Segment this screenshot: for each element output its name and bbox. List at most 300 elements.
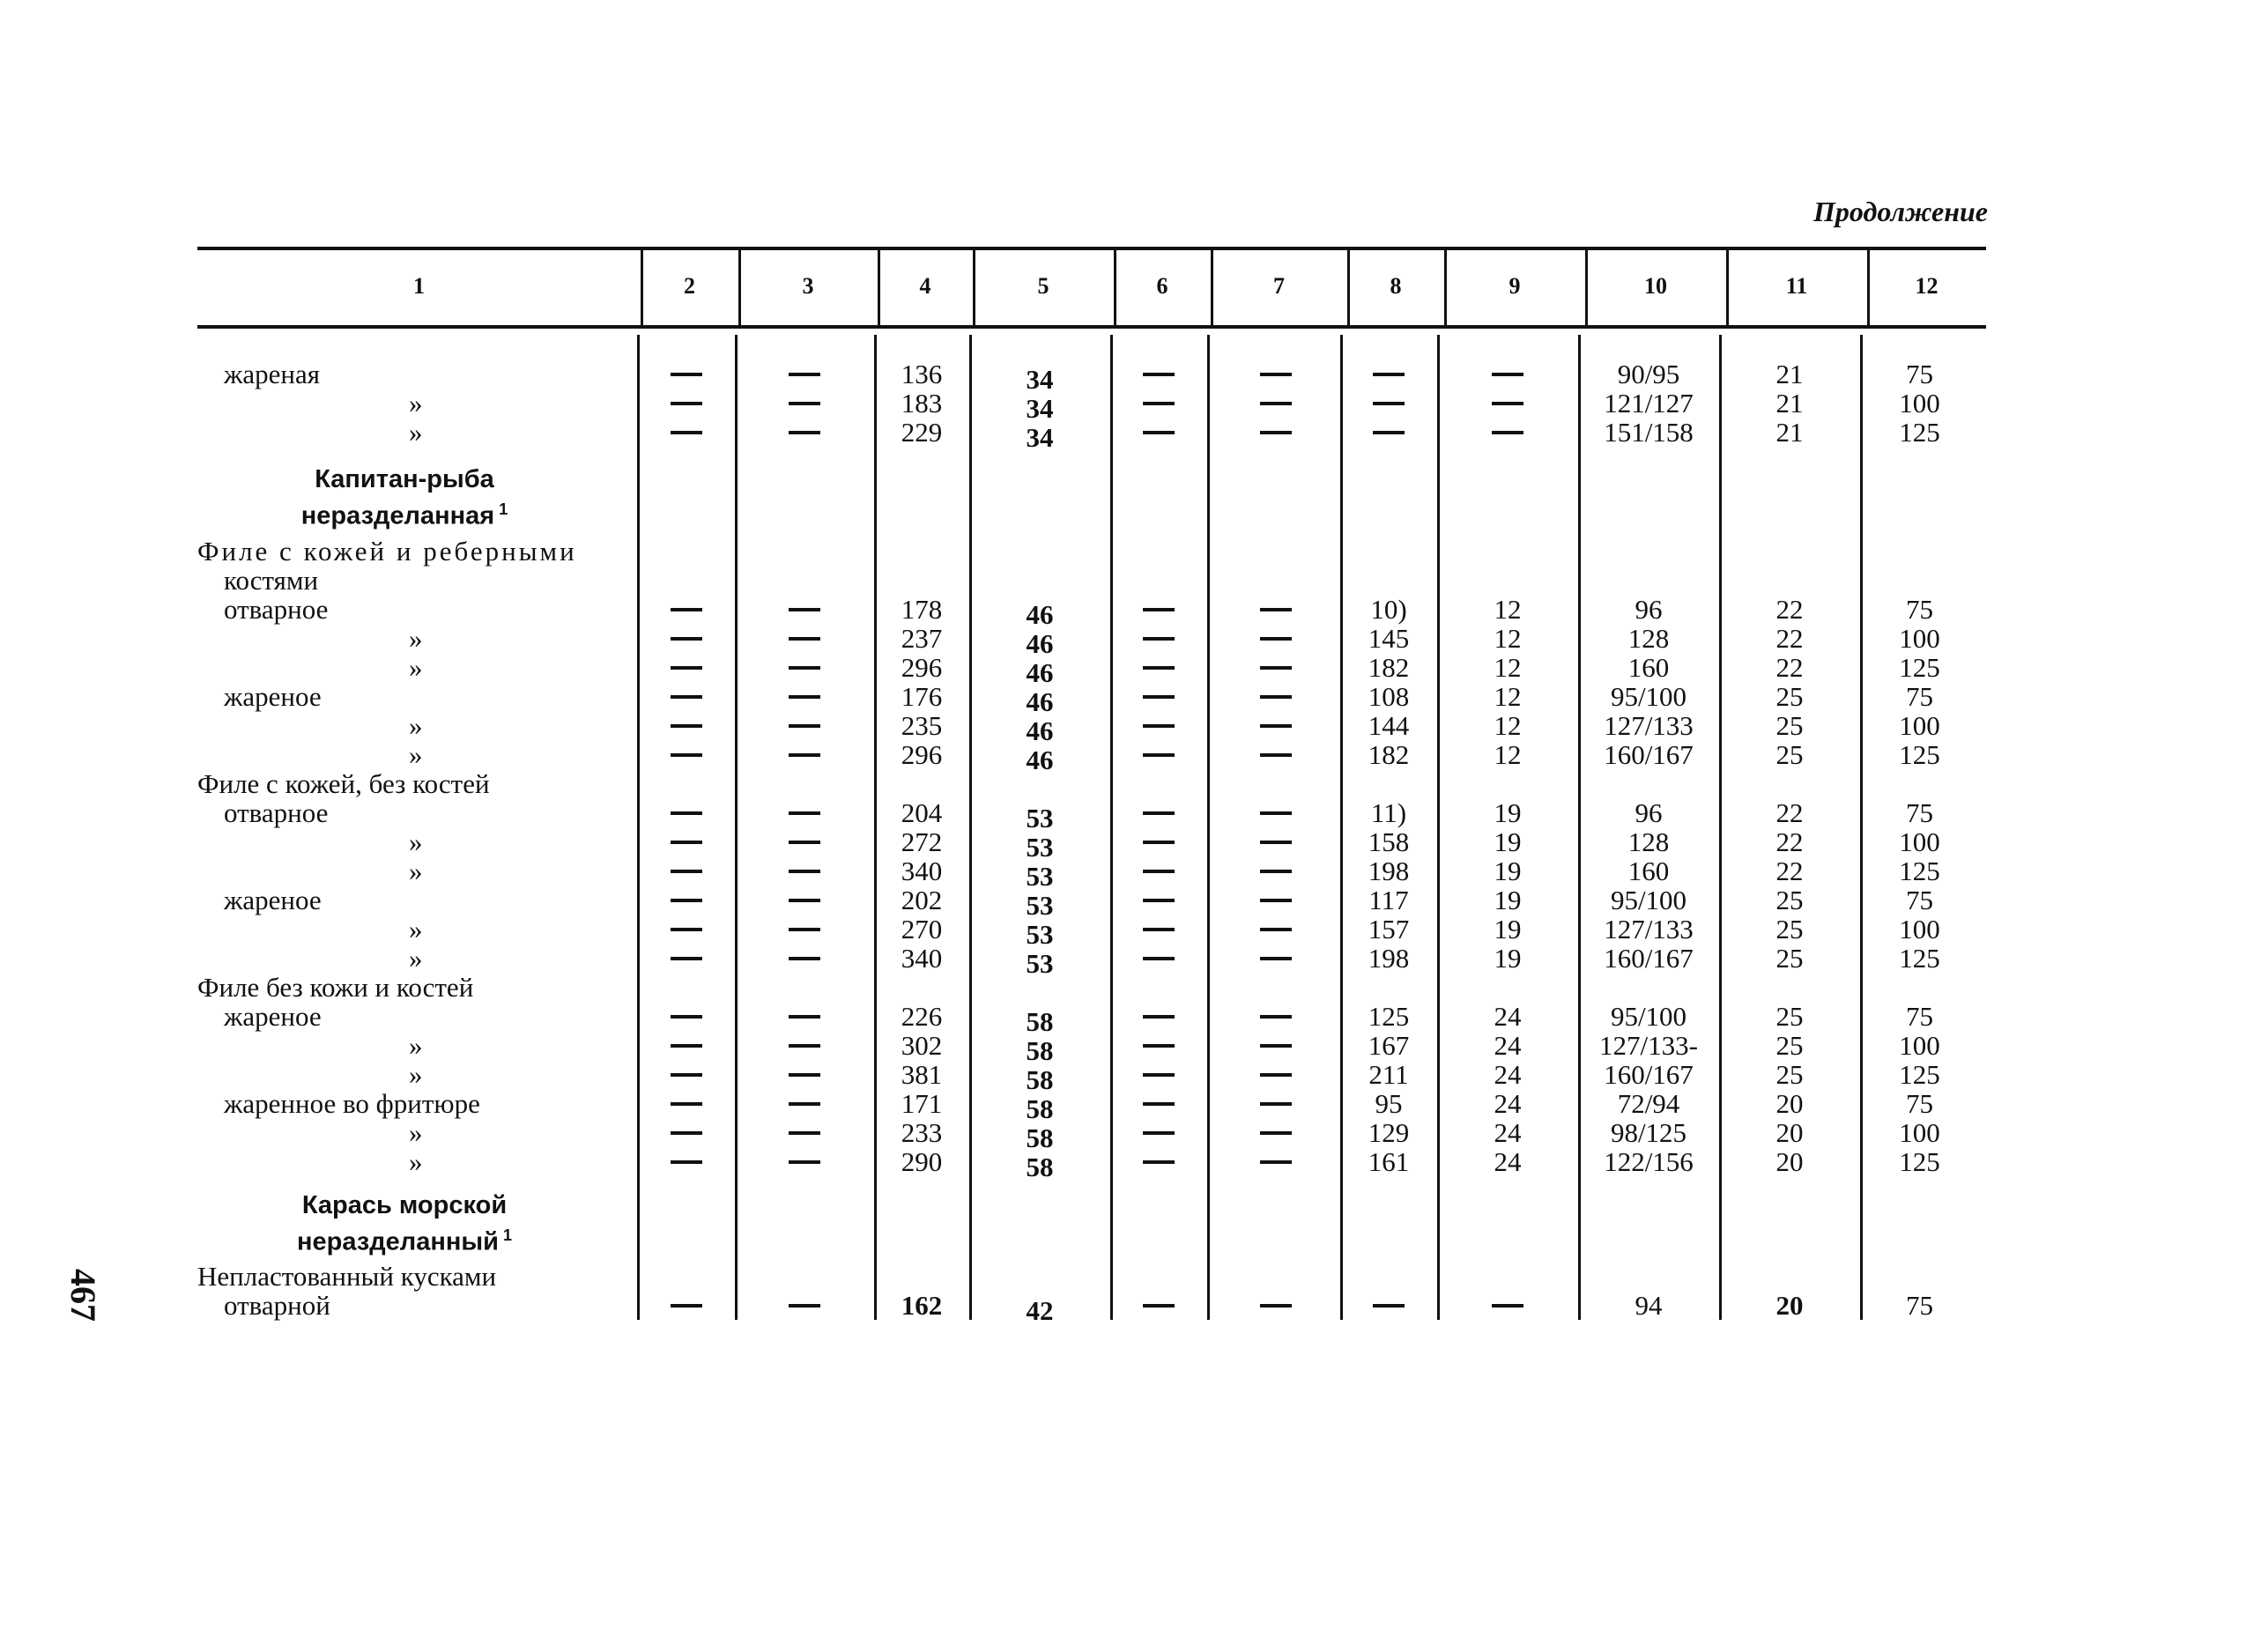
table-cell: 237 xyxy=(901,623,943,654)
empty-cell-dash xyxy=(671,1131,702,1135)
table-cell: 25 xyxy=(1775,885,1804,915)
table-row xyxy=(197,856,1986,892)
table-cell: 160 xyxy=(1627,652,1670,683)
table-cell: 21 xyxy=(1775,359,1804,389)
empty-cell-dash xyxy=(1260,724,1292,728)
table-cell: 100 xyxy=(1899,914,1940,945)
table-cell: 95/100 xyxy=(1610,1001,1687,1032)
table-cell: 58 xyxy=(1026,1035,1054,1066)
table-cell: 46 xyxy=(1026,628,1054,659)
empty-cell-dash xyxy=(789,841,820,844)
empty-cell-dash xyxy=(789,1102,820,1106)
empty-cell-dash xyxy=(671,1044,702,1048)
table-cell: 12 xyxy=(1494,652,1522,683)
table-cell: 127/133- xyxy=(1599,1030,1698,1061)
table-subheading-row xyxy=(197,769,1986,798)
row-label: неразделанный $^1$ xyxy=(297,1226,512,1256)
table-cell: 24 xyxy=(1494,1001,1522,1032)
table-cell: 58 xyxy=(1026,1006,1054,1037)
empty-cell-dash xyxy=(1260,1160,1292,1164)
empty-cell-dash xyxy=(1143,957,1175,960)
table-subheading-row xyxy=(197,537,1986,566)
empty-cell-dash xyxy=(789,1015,820,1019)
empty-cell-dash xyxy=(789,402,820,405)
empty-cell-dash xyxy=(789,957,820,960)
table-cell: 182 xyxy=(1368,652,1410,683)
table-cell: 122/156 xyxy=(1604,1146,1694,1177)
table-row xyxy=(197,739,1986,775)
table-cell: 211 xyxy=(1368,1059,1409,1090)
row-label: неразделанная $^1$ xyxy=(300,500,508,530)
table-subheading-row xyxy=(197,495,1986,530)
table-cell: 171 xyxy=(901,1088,943,1119)
table-cell: 95/100 xyxy=(1610,681,1687,712)
empty-cell-dash xyxy=(789,695,820,699)
table-cell: 10) xyxy=(1370,594,1407,625)
table-cell: 157 xyxy=(1368,914,1410,945)
empty-cell-dash xyxy=(671,1160,702,1164)
empty-cell-dash xyxy=(1260,637,1292,641)
table-cell: 25 xyxy=(1775,943,1804,974)
row-label: Филе с кожей, без костей xyxy=(197,768,490,799)
empty-cell-dash xyxy=(1260,753,1292,757)
table-cell: 53 xyxy=(1026,890,1054,921)
table-cell: 58 xyxy=(1026,1093,1054,1124)
empty-cell-dash xyxy=(789,1044,820,1048)
header-cell: 6 xyxy=(1156,273,1168,299)
table-cell: 75 xyxy=(1906,594,1933,625)
table-cell: 22 xyxy=(1775,652,1804,683)
table-subheading-row xyxy=(197,1262,1986,1291)
header-cell: 2 xyxy=(684,273,695,299)
empty-cell-dash xyxy=(1260,1102,1292,1106)
table-cell: 22 xyxy=(1775,797,1804,828)
table-cell: 136 xyxy=(901,359,943,389)
table-row xyxy=(197,417,1986,453)
empty-cell-dash xyxy=(671,1073,702,1077)
table-cell: 270 xyxy=(901,914,943,945)
empty-cell-dash xyxy=(789,870,820,873)
empty-cell-dash xyxy=(1143,870,1175,873)
empty-cell-dash xyxy=(789,431,820,434)
table-row xyxy=(197,594,1986,630)
empty-cell-dash xyxy=(789,724,820,728)
empty-cell-dash xyxy=(1143,1160,1175,1164)
table-cell: 12 xyxy=(1494,594,1522,625)
table-cell: 340 xyxy=(901,856,943,886)
table-cell: 117 xyxy=(1368,885,1409,915)
empty-cell-dash xyxy=(671,724,702,728)
table-cell: 160/167 xyxy=(1604,943,1694,974)
empty-cell-dash xyxy=(1373,431,1405,434)
table-cell: 21 xyxy=(1775,388,1804,419)
table-cell: 53 xyxy=(1026,803,1054,833)
table-cell: 160/167 xyxy=(1604,739,1694,770)
row-label: » xyxy=(409,943,423,974)
table-cell: 108 xyxy=(1368,681,1410,712)
table-cell: 75 xyxy=(1906,797,1933,828)
empty-cell-dash xyxy=(1143,373,1175,376)
row-label: » xyxy=(409,417,423,448)
table-cell: 25 xyxy=(1775,914,1804,945)
table-row xyxy=(197,885,1986,921)
table-cell: 160/167 xyxy=(1604,1059,1694,1090)
empty-cell-dash xyxy=(1143,724,1175,728)
row-label: » xyxy=(409,710,423,741)
table-cell: 22 xyxy=(1775,856,1804,886)
empty-cell-dash xyxy=(1492,1304,1523,1308)
empty-cell-dash xyxy=(1260,695,1292,699)
table-subheading-row xyxy=(197,465,1986,494)
table-cell: 125 xyxy=(1899,1146,1940,1177)
table-cell: 182 xyxy=(1368,739,1410,770)
empty-cell-dash xyxy=(1492,402,1523,405)
footnote-marker: 1 xyxy=(494,500,508,518)
table-cell: 100 xyxy=(1899,623,1940,654)
table-cell: 226 xyxy=(901,1001,943,1032)
empty-cell-dash xyxy=(1260,431,1292,434)
table-row xyxy=(197,710,1986,746)
empty-cell-dash xyxy=(671,1015,702,1019)
header-cell: 12 xyxy=(1915,273,1939,299)
table-cell: 46 xyxy=(1026,715,1054,746)
table-cell: 127/133 xyxy=(1604,914,1694,945)
table-cell: 125 xyxy=(1899,417,1940,448)
table-cell: 204 xyxy=(901,797,943,828)
table-cell: 25 xyxy=(1775,710,1804,741)
table-cell: 100 xyxy=(1899,710,1940,741)
empty-cell-dash xyxy=(1143,402,1175,405)
empty-cell-dash xyxy=(1260,1044,1292,1048)
empty-cell-dash xyxy=(1260,841,1292,844)
empty-cell-dash xyxy=(1260,666,1292,670)
table-cell: 75 xyxy=(1906,885,1933,915)
table-cell: 125 xyxy=(1899,739,1940,770)
row-label: жареная xyxy=(224,359,321,389)
header-cell: 7 xyxy=(1273,273,1285,299)
row-label: отварное xyxy=(224,797,329,828)
table-cell: 75 xyxy=(1906,681,1933,712)
empty-cell-dash xyxy=(1492,431,1523,434)
table-cell: 25 xyxy=(1775,1030,1804,1061)
table-cell: 25 xyxy=(1775,739,1804,770)
row-label: » xyxy=(409,623,423,654)
header-cell: 11 xyxy=(1785,273,1808,299)
empty-cell-dash xyxy=(671,1304,702,1308)
table-row xyxy=(197,681,1986,717)
table-cell: 20 xyxy=(1775,1117,1804,1148)
table-cell: 94 xyxy=(1635,1290,1663,1321)
empty-cell-dash xyxy=(1260,811,1292,815)
table-cell: 12 xyxy=(1494,681,1522,712)
header-cell: 1 xyxy=(413,273,425,299)
empty-cell-dash xyxy=(1143,608,1175,611)
table-cell: 235 xyxy=(901,710,943,741)
table-cell: 75 xyxy=(1906,1088,1933,1119)
empty-cell-dash xyxy=(1143,1015,1175,1019)
empty-cell-dash xyxy=(671,1102,702,1106)
empty-cell-dash xyxy=(1260,870,1292,873)
empty-cell-dash xyxy=(1143,1044,1175,1048)
row-label: жареное xyxy=(224,885,322,915)
continuation-label: Продолжение xyxy=(1813,196,1988,227)
empty-cell-dash xyxy=(1260,373,1292,376)
empty-cell-dash xyxy=(1143,431,1175,434)
empty-cell-dash xyxy=(789,373,820,376)
empty-cell-dash xyxy=(1143,1131,1175,1135)
table-cell: 11) xyxy=(1370,797,1407,828)
empty-cell-dash xyxy=(1143,753,1175,757)
empty-cell-dash xyxy=(1260,899,1292,902)
table-cell: 90/95 xyxy=(1617,359,1680,389)
empty-cell-dash xyxy=(789,753,820,757)
table-cell: 198 xyxy=(1368,943,1410,974)
empty-cell-dash xyxy=(1143,695,1175,699)
table-subheading-row xyxy=(197,1191,1986,1220)
row-label: » xyxy=(409,1146,423,1177)
table-cell: 19 xyxy=(1494,826,1522,857)
empty-cell-dash xyxy=(1143,811,1175,815)
table-cell: 42 xyxy=(1026,1295,1054,1326)
table-row xyxy=(197,388,1986,424)
table-cell: 162 xyxy=(901,1290,943,1321)
empty-cell-dash xyxy=(1143,928,1175,931)
table-cell: 53 xyxy=(1026,919,1054,950)
table-row xyxy=(197,797,1986,833)
table-cell: 22 xyxy=(1775,826,1804,857)
row-label: » xyxy=(409,856,423,886)
row-label: » xyxy=(409,739,423,770)
table-cell: 98/125 xyxy=(1610,1117,1687,1148)
row-label: » xyxy=(409,1030,423,1061)
table-cell: 96 xyxy=(1635,797,1663,828)
table-cell: 151/158 xyxy=(1604,417,1694,448)
empty-cell-dash xyxy=(1143,899,1175,902)
row-label: отварной xyxy=(224,1290,330,1321)
table-cell: 20 xyxy=(1775,1146,1804,1177)
table-cell: 198 xyxy=(1368,856,1410,886)
table-cell: 125 xyxy=(1899,943,1940,974)
table-cell: 12 xyxy=(1494,623,1522,654)
table-cell: 34 xyxy=(1026,393,1054,424)
table-cell: 53 xyxy=(1026,832,1054,863)
row-label: Филе с кожей и реберными xyxy=(197,536,577,567)
header-cell: 3 xyxy=(802,273,814,299)
empty-cell-dash xyxy=(1143,1073,1175,1077)
row-label: » xyxy=(409,1117,423,1148)
table-cell: 22 xyxy=(1775,623,1804,654)
table-cell: 125 xyxy=(1368,1001,1410,1032)
header-cell: 9 xyxy=(1509,273,1521,299)
table-cell: 100 xyxy=(1899,826,1940,857)
table-cell: 58 xyxy=(1026,1122,1054,1153)
table-cell: 167 xyxy=(1368,1030,1410,1061)
table-cell: 144 xyxy=(1368,710,1410,741)
table-row xyxy=(197,1030,1986,1066)
table-cell: 160 xyxy=(1627,856,1670,886)
table-cell: 100 xyxy=(1899,388,1940,419)
row-label: жареное xyxy=(224,681,322,712)
row-label: костями xyxy=(224,565,319,596)
table-cell: 125 xyxy=(1899,1059,1940,1090)
empty-cell-dash xyxy=(789,928,820,931)
empty-cell-dash xyxy=(1143,637,1175,641)
row-label: отварное xyxy=(224,594,329,625)
table-cell: 75 xyxy=(1906,359,1933,389)
table-row xyxy=(197,943,1986,979)
empty-cell-dash xyxy=(671,870,702,873)
empty-cell-dash xyxy=(789,899,820,902)
table-cell: 72/94 xyxy=(1617,1088,1680,1119)
row-label: » xyxy=(409,1059,423,1090)
table-cell: 95 xyxy=(1375,1088,1403,1119)
empty-cell-dash xyxy=(1143,1304,1175,1308)
table-cell: 176 xyxy=(901,681,943,712)
empty-cell-dash xyxy=(1260,1015,1292,1019)
table-cell: 129 xyxy=(1368,1117,1410,1148)
table-row xyxy=(197,1088,1986,1124)
header-cell: 10 xyxy=(1644,273,1667,299)
empty-cell-dash xyxy=(1260,1073,1292,1077)
table-row xyxy=(197,623,1986,659)
empty-cell-dash xyxy=(1260,402,1292,405)
table-cell: 46 xyxy=(1026,599,1054,630)
table-cell: 95/100 xyxy=(1610,885,1687,915)
table-cell: 100 xyxy=(1899,1117,1940,1148)
empty-cell-dash xyxy=(1260,928,1292,931)
table-top-rule xyxy=(197,247,1986,250)
table-cell: 20 xyxy=(1775,1088,1804,1119)
row-label: Карась морской xyxy=(301,1191,508,1219)
table-cell: 24 xyxy=(1494,1088,1522,1119)
header-cell: 4 xyxy=(919,273,931,299)
table-cell: 12 xyxy=(1494,739,1522,770)
empty-cell-dash xyxy=(789,1073,820,1077)
table-row xyxy=(197,1117,1986,1153)
table-cell: 340 xyxy=(901,943,943,974)
table-cell: 53 xyxy=(1026,948,1054,979)
table-row xyxy=(197,826,1986,863)
table-row xyxy=(197,1059,1986,1095)
table-cell: 25 xyxy=(1775,1001,1804,1032)
row-label: » xyxy=(409,652,423,683)
page-number: 467 xyxy=(63,1269,103,1322)
row-label: Капитан-рыба xyxy=(315,465,494,493)
row-label: жареное xyxy=(224,1001,322,1032)
table-cell: 128 xyxy=(1627,623,1670,654)
empty-cell-dash xyxy=(1373,402,1405,405)
table-cell: 229 xyxy=(901,417,943,448)
empty-cell-dash xyxy=(1492,373,1523,376)
row-label: жаренное во фритюре xyxy=(224,1088,480,1119)
table-cell: 178 xyxy=(901,594,943,625)
table-cell: 158 xyxy=(1368,826,1410,857)
table-cell: 296 xyxy=(901,739,943,770)
table-cell: 381 xyxy=(901,1059,943,1090)
table-cell: 46 xyxy=(1026,657,1054,688)
table-cell: 125 xyxy=(1899,856,1940,886)
empty-cell-dash xyxy=(1260,608,1292,611)
table-row xyxy=(197,914,1986,950)
table-cell: 19 xyxy=(1494,885,1522,915)
empty-cell-dash xyxy=(789,1304,820,1308)
table-cell: 58 xyxy=(1026,1064,1054,1095)
table-cell: 20 xyxy=(1775,1290,1804,1321)
table-cell: 127/133 xyxy=(1604,710,1694,741)
header-cell: 8 xyxy=(1390,273,1402,299)
table-cell: 125 xyxy=(1899,652,1940,683)
table-cell: 24 xyxy=(1494,1030,1522,1061)
table-cell: 128 xyxy=(1627,826,1670,857)
empty-cell-dash xyxy=(671,373,702,376)
empty-cell-dash xyxy=(1260,1304,1292,1308)
table-cell: 100 xyxy=(1899,1030,1940,1061)
table-cell: 161 xyxy=(1368,1146,1410,1177)
header-bottom-rule xyxy=(197,325,1986,329)
table-subheading-row xyxy=(197,973,1986,1002)
table-cell: 121/127 xyxy=(1604,388,1694,419)
empty-cell-dash xyxy=(789,1131,820,1135)
table-cell: 233 xyxy=(901,1117,943,1148)
table-cell: 46 xyxy=(1026,745,1054,775)
table-cell: 24 xyxy=(1494,1059,1522,1090)
table-cell: 145 xyxy=(1368,623,1410,654)
empty-cell-dash xyxy=(671,608,702,611)
empty-cell-dash xyxy=(789,608,820,611)
empty-cell-dash xyxy=(671,811,702,815)
row-label: » xyxy=(409,388,423,419)
table-row xyxy=(197,1146,1986,1182)
table-cell: 272 xyxy=(901,826,943,857)
empty-cell-dash xyxy=(671,637,702,641)
table-cell: 46 xyxy=(1026,686,1054,717)
empty-cell-dash xyxy=(789,666,820,670)
table-cell: 75 xyxy=(1906,1290,1933,1321)
table-cell: 19 xyxy=(1494,943,1522,974)
empty-cell-dash xyxy=(789,811,820,815)
empty-cell-dash xyxy=(1143,666,1175,670)
table-cell: 24 xyxy=(1494,1117,1522,1148)
table-cell: 53 xyxy=(1026,861,1054,892)
table-cell: 12 xyxy=(1494,710,1522,741)
row-label: » xyxy=(409,914,423,945)
table-cell: 25 xyxy=(1775,681,1804,712)
empty-cell-dash xyxy=(671,666,702,670)
empty-cell-dash xyxy=(671,431,702,434)
empty-cell-dash xyxy=(789,637,820,641)
table-row xyxy=(197,359,1986,395)
table-subheading-row xyxy=(197,1221,1986,1256)
empty-cell-dash xyxy=(671,402,702,405)
table-cell: 290 xyxy=(901,1146,943,1177)
empty-cell-dash xyxy=(671,899,702,902)
empty-cell-dash xyxy=(1143,1102,1175,1106)
footnote-marker: 1 xyxy=(498,1226,512,1244)
table-cell: 302 xyxy=(901,1030,943,1061)
table-subheading-row xyxy=(197,566,1986,595)
empty-cell-dash xyxy=(671,695,702,699)
empty-cell-dash xyxy=(1260,957,1292,960)
table-cell: 24 xyxy=(1494,1146,1522,1177)
table-cell: 19 xyxy=(1494,914,1522,945)
empty-cell-dash xyxy=(1143,841,1175,844)
empty-cell-dash xyxy=(789,1160,820,1164)
empty-cell-dash xyxy=(671,841,702,844)
table-cell: 96 xyxy=(1635,594,1663,625)
header-cell: 5 xyxy=(1037,273,1049,299)
table-cell: 19 xyxy=(1494,797,1522,828)
row-label: Непластованный кусками xyxy=(197,1261,497,1292)
